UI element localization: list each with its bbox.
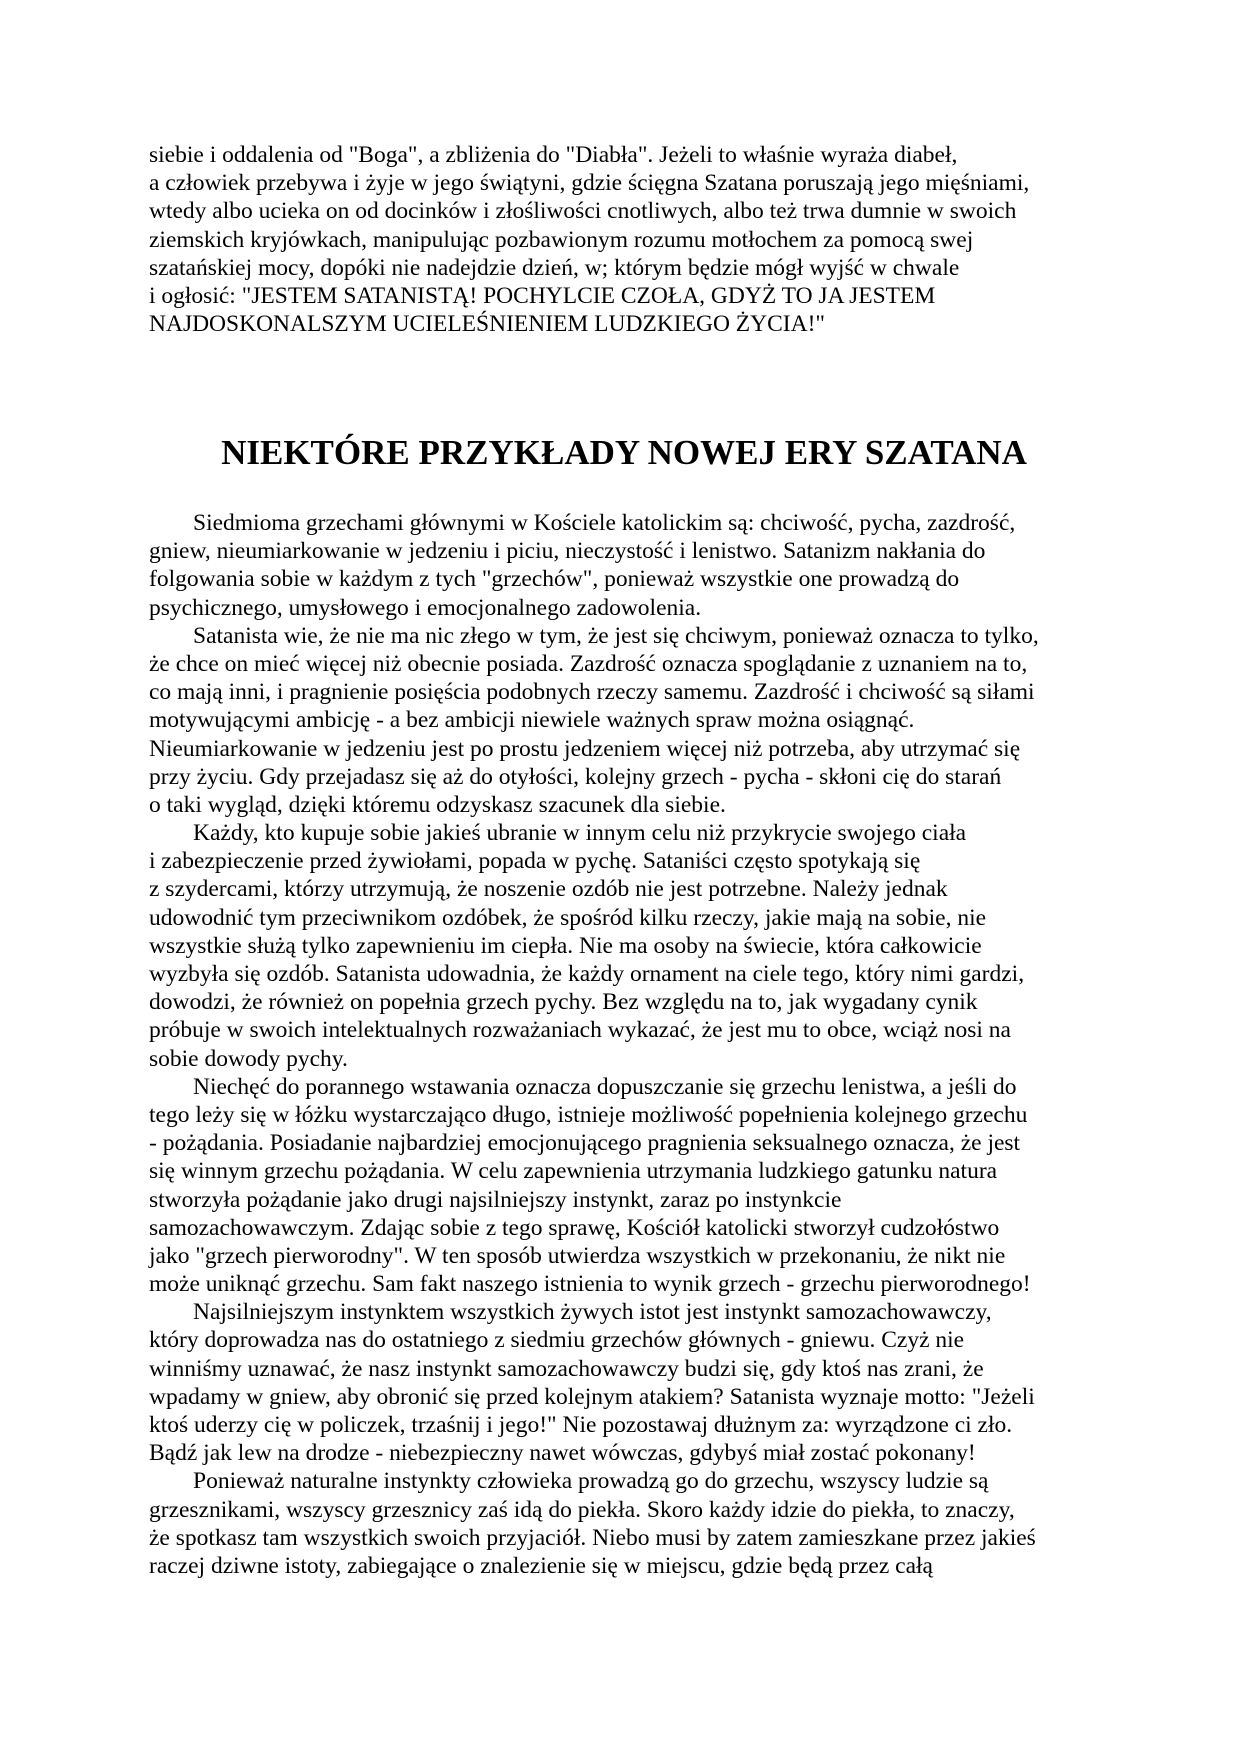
text-line: i ogłosić: "JESTEM SATANISTĄ! POCHYLCIE CZOŁA, GDYŻ TO JA JESTEM (149, 282, 936, 309)
text-line: może uniknąć grzechu. Sam fakt naszego istnienia to wynik grzech - grzechu pierworodnego! (149, 1271, 1031, 1298)
paragraph-first-line: Siedmioma grzechami głównymi w Kościele katolickim są: chciwość, pycha, zazdrość, (193, 510, 1016, 536)
text-line: - pożądania. Posiadanie najbardziej emocjonującego pragnienia seksualnego oznacza, że jest (149, 1130, 1021, 1157)
paragraph-first-line: Najsilniejszym instynktem wszystkich żywych istot jest instynkt samozachowawczy, (193, 1299, 992, 1326)
text-line: grzesznikami, wszyscy grzesznicy zaś idą do piekła. Skoro każdy idzie do piekła, to znaczy, (149, 1496, 1015, 1523)
text-line: raczej dziwne istoty, zabiegające o znalezienie się w miejscu, gdzie będą przez całą (149, 1552, 933, 1579)
text-line: siebie i oddalenia od "Boga", a zbliżenia do "Diabła". Jeżeli to właśnie wyraża diabeł, (149, 142, 958, 168)
text-line: próbuje w swoich intelektualnych rozważaniach wykazać, że jest mu to obce, wciąż nosi na (149, 1017, 1011, 1044)
intro-paragraph (149, 141, 1099, 338)
text-line: jako "grzech pierworodny". W ten sposób utwierdza wszystkich w przekonaniu, że nikt nie (149, 1242, 1006, 1269)
text-line: i zabezpieczenie przed żywiołami, popada w pychę. Sataniści często spotykają się (149, 848, 921, 875)
paragraph-first-line: Satanista wie, że nie ma nic złego w tym, że jest się chciwym, ponieważ oznacza to tylko, (193, 622, 1039, 649)
text-line: przy życiu. Gdy przejadasz się aż do otyłości, kolejny grzech - pycha - skłoni cię do starań (149, 763, 1002, 790)
text-line: folgowania sobie w każdym z tych "grzechów", ponieważ wszystkie one prowadzą do (149, 566, 960, 593)
text-line: udowodnić tym przeciwnikom ozdóbek, że spośród kilku rzeczy, jakie mają na sobie, nie (149, 904, 987, 931)
text-line: Nieumiarkowanie w jedzeniu jest po prostu jedzeniem więcej niż potrzeba, aby utrzymać się (149, 735, 1021, 762)
text-line: sobie dowody pychy. (149, 1045, 348, 1072)
text-line: o taki wygląd, dzięki któremu odzyskasz szacunek dla siebie. (149, 791, 726, 818)
paragraph-first-line: Każdy, kto kupuje sobie jakieś ubranie w innym celu niż przykrycie swojego ciała (193, 820, 967, 847)
text-line: że spotkasz tam wszystkich swoich przyjaciół. Niebo musi by zatem zamieszkane przez jakieś (149, 1524, 1036, 1551)
paragraph-first-line: Ponieważ naturalne instynkty człowieka prowadzą go do grzechu, wszyscy ludzie są (193, 1468, 989, 1495)
text-line: ziemskich kryjówkach, manipulując pozbawionym rozumu motłochem za pomocą swej (149, 226, 974, 253)
text-line: który doprowadza nas do ostatniego z siedmiu grzechów głównych - gniewu. Czyż nie (149, 1327, 965, 1354)
text-line: stworzyła pożądanie jako drugi najsilniejszy instynkt, zaraz po instynkcie (149, 1186, 842, 1213)
text-line: się winnym grzechu pożądania. W celu zapewnienia utrzymania ludzkiego gatunku natura (149, 1158, 998, 1185)
text-line: wpadamy w gniew, aby obronić się przed kolejnym atakiem? Satanista wyznaje motto: "Jeżeli (149, 1383, 1035, 1410)
text-line: co mają inni, i pragnienie posięścia podobnych rzeczy samemu. Zazdrość i chciwość są siłami (149, 679, 1035, 706)
text-line: winniśmy uznawać, że nasz instynkt samozachowawczy budzi się, gdy ktoś nas zrani, że (149, 1355, 984, 1382)
text-line: dowodzi, że również on popełnia grzech pychy. Bez względu na to, jak wygadany cynik (149, 989, 978, 1016)
text-line: że chce on mieć więcej niż obecnie posiada. Zazdrość oznacza spoglądanie z uznaniem na to, (149, 650, 1028, 677)
text-line: Bądź jak lew na drodze - niebezpieczny nawet wówczas, gdybyś miał zostać pokonany! (149, 1440, 976, 1467)
text-line: z szydercami, którzy utrzymują, że noszenie ozdób nie jest potrzebne. Należy jednak (149, 876, 948, 903)
section-heading: NIEKTÓRE PRZYKŁADY NOWEJ ERY SZATANA (221, 433, 1027, 472)
text-line: wtedy albo ucieka on od docinków i złośliwości cnotliwych, albo też trwa dumnie w swoich (149, 198, 1017, 225)
text-line: wyzbyła się ozdób. Satanista udowadnia, że każdy ornament na ciele tego, który nimi gardzi, (149, 961, 1025, 987)
text-line: a człowiek przebywa i żyje w jego świątyni, gdzie ścięgna Szatana poruszają jego mięśniami, (149, 170, 1030, 197)
text-line: ktoś uderzy cię w policzek, trzaśnij i jego!" Nie pozostawaj dłużnym za: wyrządzone ci zło. (149, 1412, 1013, 1438)
text-line: wszystkie służą tylko zapewnieniu im ciepła. Nie ma osoby na świecie, która całkowicie (149, 932, 982, 959)
text-line: tego leży się w łóżku wystarczająco długo, istnieje możliwość popełnienia kolejnego grzechu (149, 1101, 1028, 1128)
paragraph-first-line: Niechęć do porannego wstawania oznacza dopuszczanie się grzechu lenistwa, a jeśli do (193, 1073, 1017, 1100)
text-line: motywującymi ambicję - a bez ambicji niewiele ważnych spraw można osiągnąć. (149, 707, 915, 734)
text-line: samozachowawczym. Zdając sobie z tego sprawę, Kościół katolicki stworzył cudzołóstwo (149, 1214, 1000, 1241)
section-body (149, 509, 1099, 1580)
text-line: gniew, nieumiarkowanie w jedzeniu i piciu, nieczystość i lenistwo. Satanizm nakłania do (149, 538, 986, 565)
text-line: szatańskiej mocy, dopóki nie nadejdzie dzień, w; którym będzie mógł wyjść w chwale (149, 254, 960, 281)
text-line: psychicznego, umysłowego i emocjonalnego zadowolenia. (149, 594, 702, 621)
text-line: NAJDOSKONALSZYM UCIELEŚNIENIEM LUDZKIEGO ŻYCIA!" (149, 311, 826, 338)
